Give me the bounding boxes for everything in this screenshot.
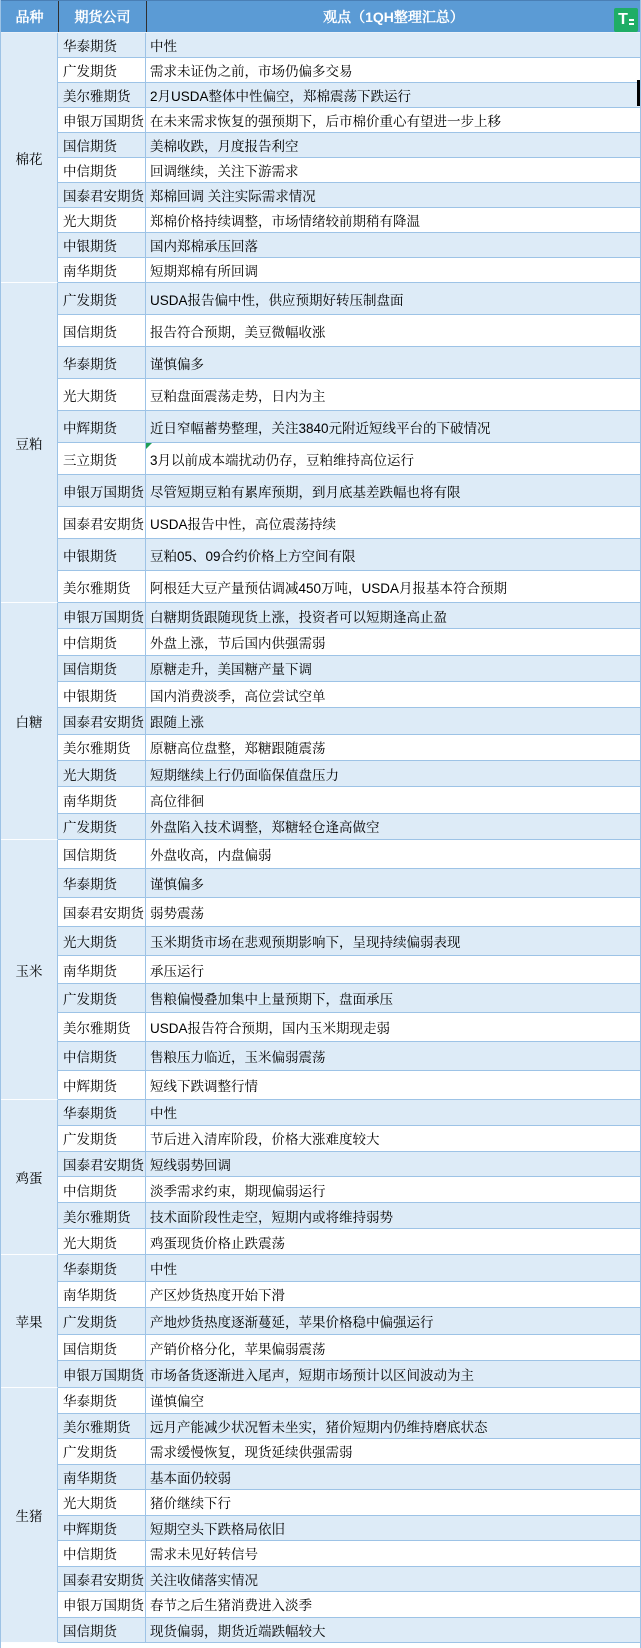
company-cell: 中信期货 xyxy=(58,629,146,654)
company-cell: 中信期货 xyxy=(58,1541,146,1566)
section-rows xyxy=(58,1100,640,1255)
table-row xyxy=(58,1335,640,1362)
table-row xyxy=(58,379,640,411)
company-cell: 华泰期货 xyxy=(58,1255,146,1281)
table-row xyxy=(58,1100,640,1126)
view-cell: 白糖期货跟随现货上涨，投资者可以短期逢高止盈 xyxy=(150,609,447,625)
table-row xyxy=(58,1177,640,1203)
section-rows xyxy=(58,283,640,603)
table-row xyxy=(58,183,640,208)
view-cell: 中性 xyxy=(150,1106,177,1122)
view-cell: 近日窄幅蓄势整理，关注3840元附近短线平台的下破情况 xyxy=(150,420,491,436)
view-cell: 关注收储落实情况 xyxy=(150,1572,258,1588)
company-cell: 国信期货 xyxy=(58,1335,146,1361)
variety-cell: 玉米 xyxy=(1,840,58,1100)
table-row xyxy=(58,1042,640,1071)
company-cell: 国泰君安期货 xyxy=(58,708,146,733)
table-row xyxy=(58,1388,640,1414)
view-cell: 回调继续，关注下游需求 xyxy=(150,164,299,179)
table-row xyxy=(58,1567,640,1593)
company-cell: 国泰君安期货 xyxy=(58,183,146,207)
company-cell: 广发期货 xyxy=(58,984,146,1012)
view-cell: 中性 xyxy=(150,1261,177,1277)
table-row xyxy=(58,108,640,133)
company-cell: 光大期货 xyxy=(58,379,146,410)
table-row xyxy=(58,315,640,347)
company-cell: 国泰君安期货 xyxy=(58,898,146,926)
table-header-row xyxy=(1,0,640,33)
table-body xyxy=(1,33,640,1643)
company-cell: 南华期货 xyxy=(58,787,146,812)
view-cell: 在未来需求恢复的强预期下，后市棉价重心有望进一步上移 xyxy=(150,114,501,129)
view-cell: 阿根廷大豆产量预估调减450万吨，USDA月报基本符合预期 xyxy=(150,580,508,596)
company-cell: 美尔雅期货 xyxy=(58,83,146,107)
section-白糖 xyxy=(1,603,640,840)
view-cell: 售粮压力临近，玉米偏弱震荡 xyxy=(150,1050,326,1066)
company-cell: 华泰期货 xyxy=(58,1388,146,1413)
company-cell: 申银万国期货 xyxy=(58,108,146,132)
comment-marker-icon xyxy=(146,443,152,449)
company-cell: 广发期货 xyxy=(58,1126,146,1151)
table-row xyxy=(58,475,640,507)
section-rows xyxy=(58,1388,640,1643)
table-row xyxy=(58,1126,640,1152)
company-cell: 申银万国期货 xyxy=(58,603,146,628)
company-cell: 美尔雅期货 xyxy=(58,1203,146,1228)
table-row xyxy=(58,1541,640,1567)
company-cell: 国泰君安期货 xyxy=(58,1152,146,1177)
table-row xyxy=(58,507,640,539)
table-row xyxy=(58,682,640,708)
view-cell: 高位徘徊 xyxy=(150,793,204,809)
view-cell: 谨慎偏多 xyxy=(150,356,204,372)
company-cell: 美尔雅期货 xyxy=(58,735,146,760)
company-cell: 申银万国期货 xyxy=(58,1361,146,1387)
view-cell: 外盘陷入技术调整，郑糖轻仓逢高做空 xyxy=(150,820,380,836)
table-row xyxy=(58,1361,640,1388)
company-cell: 光大期货 xyxy=(58,208,146,232)
view-cell: 需求缓慢恢复，现货延续供强需弱 xyxy=(150,1445,353,1461)
table-row xyxy=(58,840,640,869)
table-row xyxy=(58,629,640,655)
view-cell: 需求未见好转信号 xyxy=(150,1547,258,1563)
view-cell: 节后进入清库阶段，价格大涨难度较大 xyxy=(150,1132,380,1148)
section-生猪 xyxy=(1,1388,640,1643)
view-cell: 尽管短期豆粕有累库预期，到月底基差跌幅也将有限 xyxy=(150,484,461,500)
table-row xyxy=(58,1203,640,1229)
company-cell: 中辉期货 xyxy=(58,411,146,442)
section-rows xyxy=(58,603,640,840)
view-cell: 技术面阶段性走空，短期内或将维持弱势 xyxy=(150,1209,393,1225)
table-row xyxy=(58,133,640,158)
company-cell: 中信期货 xyxy=(58,158,146,182)
table-row xyxy=(58,1414,640,1440)
view-cell: USDA报告中性，高位震荡持续 xyxy=(150,516,337,532)
view-cell: 承压运行 xyxy=(150,963,204,979)
variety-cell: 豆粕 xyxy=(1,283,58,603)
view-cell: 原糖高位盘整，郑糖跟随震荡 xyxy=(150,741,326,757)
table-row xyxy=(58,283,640,315)
table-row xyxy=(58,984,640,1013)
view-cell: 鸡蛋现货价格止跌震荡 xyxy=(150,1235,285,1251)
view-cell: 远月产能减少状况暂未坐实，猪价短期内仍维持磨底状态 xyxy=(150,1419,488,1435)
company-cell: 华泰期货 xyxy=(58,33,146,57)
company-cell: 光大期货 xyxy=(58,1490,146,1515)
company-cell: 国泰君安期货 xyxy=(58,507,146,538)
table-row xyxy=(58,1282,640,1309)
view-cell: 国内郑棉承压回落 xyxy=(150,239,258,254)
section-豆粕 xyxy=(1,283,640,603)
section-棉花 xyxy=(1,33,640,283)
table-row xyxy=(58,347,640,379)
table-row xyxy=(58,814,640,840)
view-cell: 国内消费淡季，高位尝试空单 xyxy=(150,688,326,704)
table-row xyxy=(58,58,640,83)
company-cell: 三立期货 xyxy=(58,443,146,474)
company-cell: 中银期货 xyxy=(58,233,146,257)
view-cell: 郑棉回调 关注实际需求情况 xyxy=(150,189,316,204)
section-rows xyxy=(58,840,640,1100)
section-rows xyxy=(58,1255,640,1388)
variety-cell: 鸡蛋 xyxy=(1,1100,58,1255)
view-cell: 市场备货逐渐进入尾声，短期市场预计以区间波动为主 xyxy=(150,1368,474,1384)
table-row xyxy=(58,1516,640,1542)
company-cell: 华泰期货 xyxy=(58,1100,146,1125)
view-cell: 春节之后生猪消费进入淡季 xyxy=(150,1598,312,1614)
company-cell: 光大期货 xyxy=(58,761,146,786)
company-cell: 美尔雅期货 xyxy=(58,1013,146,1041)
view-cell: 3月以前成本端扰动仍存，豆粕维持高位运行 xyxy=(146,443,640,474)
table-row xyxy=(58,956,640,985)
t-logo-icon xyxy=(614,8,638,32)
view-cell: 报告符合预期，美豆微幅收涨 xyxy=(150,324,326,340)
table-row xyxy=(58,33,640,58)
view-cell: 跟随上涨 xyxy=(150,714,204,730)
variety-cell: 生猪 xyxy=(1,1388,58,1643)
variety-cell: 白糖 xyxy=(1,603,58,840)
table-row xyxy=(58,83,640,108)
table-row xyxy=(58,571,640,603)
table-row xyxy=(58,208,640,233)
company-cell: 国信期货 xyxy=(58,1618,146,1643)
screenshot-artifact-black-sliver xyxy=(637,80,640,106)
view-cell: 淡季需求约束，期现偏弱运行 xyxy=(150,1183,326,1199)
table-row xyxy=(58,735,640,761)
company-cell: 南华期货 xyxy=(58,1465,146,1490)
view-cell: 美棉收跌，月度报告利空 xyxy=(150,139,299,154)
view-cell: 谨慎偏多 xyxy=(150,876,204,892)
view-cell: USDA报告偏中性，供应预期好转压制盘面 xyxy=(150,292,404,308)
view-cell: 售粮偏慢叠加集中上量预期下，盘面承压 xyxy=(150,992,393,1008)
table-row xyxy=(58,1618,640,1644)
table-row xyxy=(58,258,640,283)
section-鸡蛋 xyxy=(1,1100,640,1255)
view-cell: USDA报告符合预期，国内玉米期现走弱 xyxy=(150,1021,391,1037)
table-row xyxy=(58,603,640,629)
table-row xyxy=(58,233,640,258)
view-cell: 短期继续上行仍面临保值盘压力 xyxy=(150,767,339,783)
company-cell: 中信期货 xyxy=(58,1177,146,1202)
company-cell: 国信期货 xyxy=(58,840,146,868)
view-cell: 产区炒货热度开始下滑 xyxy=(150,1288,285,1304)
section-苹果 xyxy=(1,1255,640,1388)
view-cell: 豆粕05、09合约价格上方空间有限 xyxy=(150,548,356,564)
table-row xyxy=(58,1308,640,1335)
view-cell: 现货偏弱，期货近端跌幅较大 xyxy=(150,1623,326,1639)
table-row xyxy=(58,1071,640,1100)
company-cell: 广发期货 xyxy=(58,1308,146,1334)
table-row xyxy=(58,787,640,813)
table-row xyxy=(58,1592,640,1618)
view-cell: 短期空头下跌格局依旧 xyxy=(150,1521,285,1537)
variety-cell: 棉花 xyxy=(1,33,58,283)
company-cell: 光大期货 xyxy=(58,927,146,955)
company-cell: 中银期货 xyxy=(58,682,146,707)
company-cell: 南华期货 xyxy=(58,258,146,282)
company-cell: 华泰期货 xyxy=(58,347,146,378)
company-cell: 广发期货 xyxy=(58,283,146,314)
section-玉米 xyxy=(1,840,640,1100)
header-variety: 品种 xyxy=(15,8,44,25)
table-row xyxy=(58,1152,640,1178)
section-rows xyxy=(58,33,640,283)
company-cell: 广发期货 xyxy=(58,814,146,839)
variety-cell: 苹果 xyxy=(1,1255,58,1388)
table-row xyxy=(58,1439,640,1465)
header-company: 期货公司 xyxy=(58,1,146,32)
table-row xyxy=(58,1465,640,1491)
t-logo-dashes xyxy=(629,19,634,25)
view-cell: 产地炒货热度逐渐蔓延，苹果价格稳中偏强运行 xyxy=(150,1314,434,1330)
company-cell: 广发期货 xyxy=(58,58,146,82)
view-cell: 外盘上涨，节后国内供强需弱 xyxy=(150,635,326,651)
view-cell: 短线下跌调整行情 xyxy=(150,1079,258,1095)
table-row xyxy=(58,158,640,183)
t-logo-letter: T xyxy=(618,11,628,28)
table-row xyxy=(58,1229,640,1255)
view-cell: 2月USDA整体中性偏空，郑棉震荡下跌运行 xyxy=(150,89,412,104)
company-cell: 广发期货 xyxy=(58,1439,146,1464)
view-cell: 原糖走升，美国糖产量下调 xyxy=(150,662,312,678)
company-cell: 国信期货 xyxy=(58,133,146,157)
company-cell: 华泰期货 xyxy=(58,869,146,897)
company-cell: 国信期货 xyxy=(58,315,146,346)
view-cell: 基本面仍较弱 xyxy=(150,1470,231,1486)
view-cell: 短期郑棉有所回调 xyxy=(150,264,258,279)
table-row xyxy=(58,869,640,898)
view-cell: 中性 xyxy=(150,39,177,54)
view-cell: 郑棉价格持续调整，市场情绪较前期稍有降温 xyxy=(150,214,420,229)
company-cell: 南华期货 xyxy=(58,956,146,984)
table-row xyxy=(58,927,640,956)
company-cell: 国泰君安期货 xyxy=(58,1567,146,1592)
view-cell: 猪价继续下行 xyxy=(150,1496,231,1512)
table-row xyxy=(58,1490,640,1516)
table-row xyxy=(58,411,640,443)
view-cell: 谨慎偏空 xyxy=(150,1394,204,1410)
table-row xyxy=(58,898,640,927)
header-viewpoint: 观点（1QH整理汇总） xyxy=(146,1,640,32)
company-cell: 中辉期货 xyxy=(58,1516,146,1541)
table-row xyxy=(58,443,640,475)
company-cell: 中信期货 xyxy=(58,1042,146,1070)
table-row xyxy=(58,656,640,682)
table-row xyxy=(58,539,640,571)
company-cell: 申银万国期货 xyxy=(58,1592,146,1617)
table-row xyxy=(58,761,640,787)
company-cell: 中银期货 xyxy=(58,539,146,570)
company-cell: 中辉期货 xyxy=(58,1071,146,1099)
company-cell: 申银万国期货 xyxy=(58,475,146,506)
view-cell: 需求未证伪之前，市场仍偏多交易 xyxy=(150,64,353,79)
table-row xyxy=(58,1013,640,1042)
company-cell: 光大期货 xyxy=(58,1229,146,1254)
company-cell: 南华期货 xyxy=(58,1282,146,1308)
view-cell: 弱势震荡 xyxy=(150,905,204,921)
company-cell: 美尔雅期货 xyxy=(58,571,146,602)
view-cell: 短线弱势回调 xyxy=(150,1158,231,1174)
view-cell: 产销价格分化，苹果偏弱震荡 xyxy=(150,1341,326,1357)
table-row xyxy=(58,708,640,734)
view-cell: 豆粕盘面震荡走势，日内为主 xyxy=(150,388,326,404)
view-cell: 外盘收高，内盘偏弱 xyxy=(150,847,272,863)
company-cell: 国信期货 xyxy=(58,656,146,681)
view-cell: 玉米期货市场在悲观预期影响下，呈现持续偏弱表现 xyxy=(150,934,461,950)
company-cell: 美尔雅期货 xyxy=(58,1414,146,1439)
table-row xyxy=(58,1255,640,1282)
